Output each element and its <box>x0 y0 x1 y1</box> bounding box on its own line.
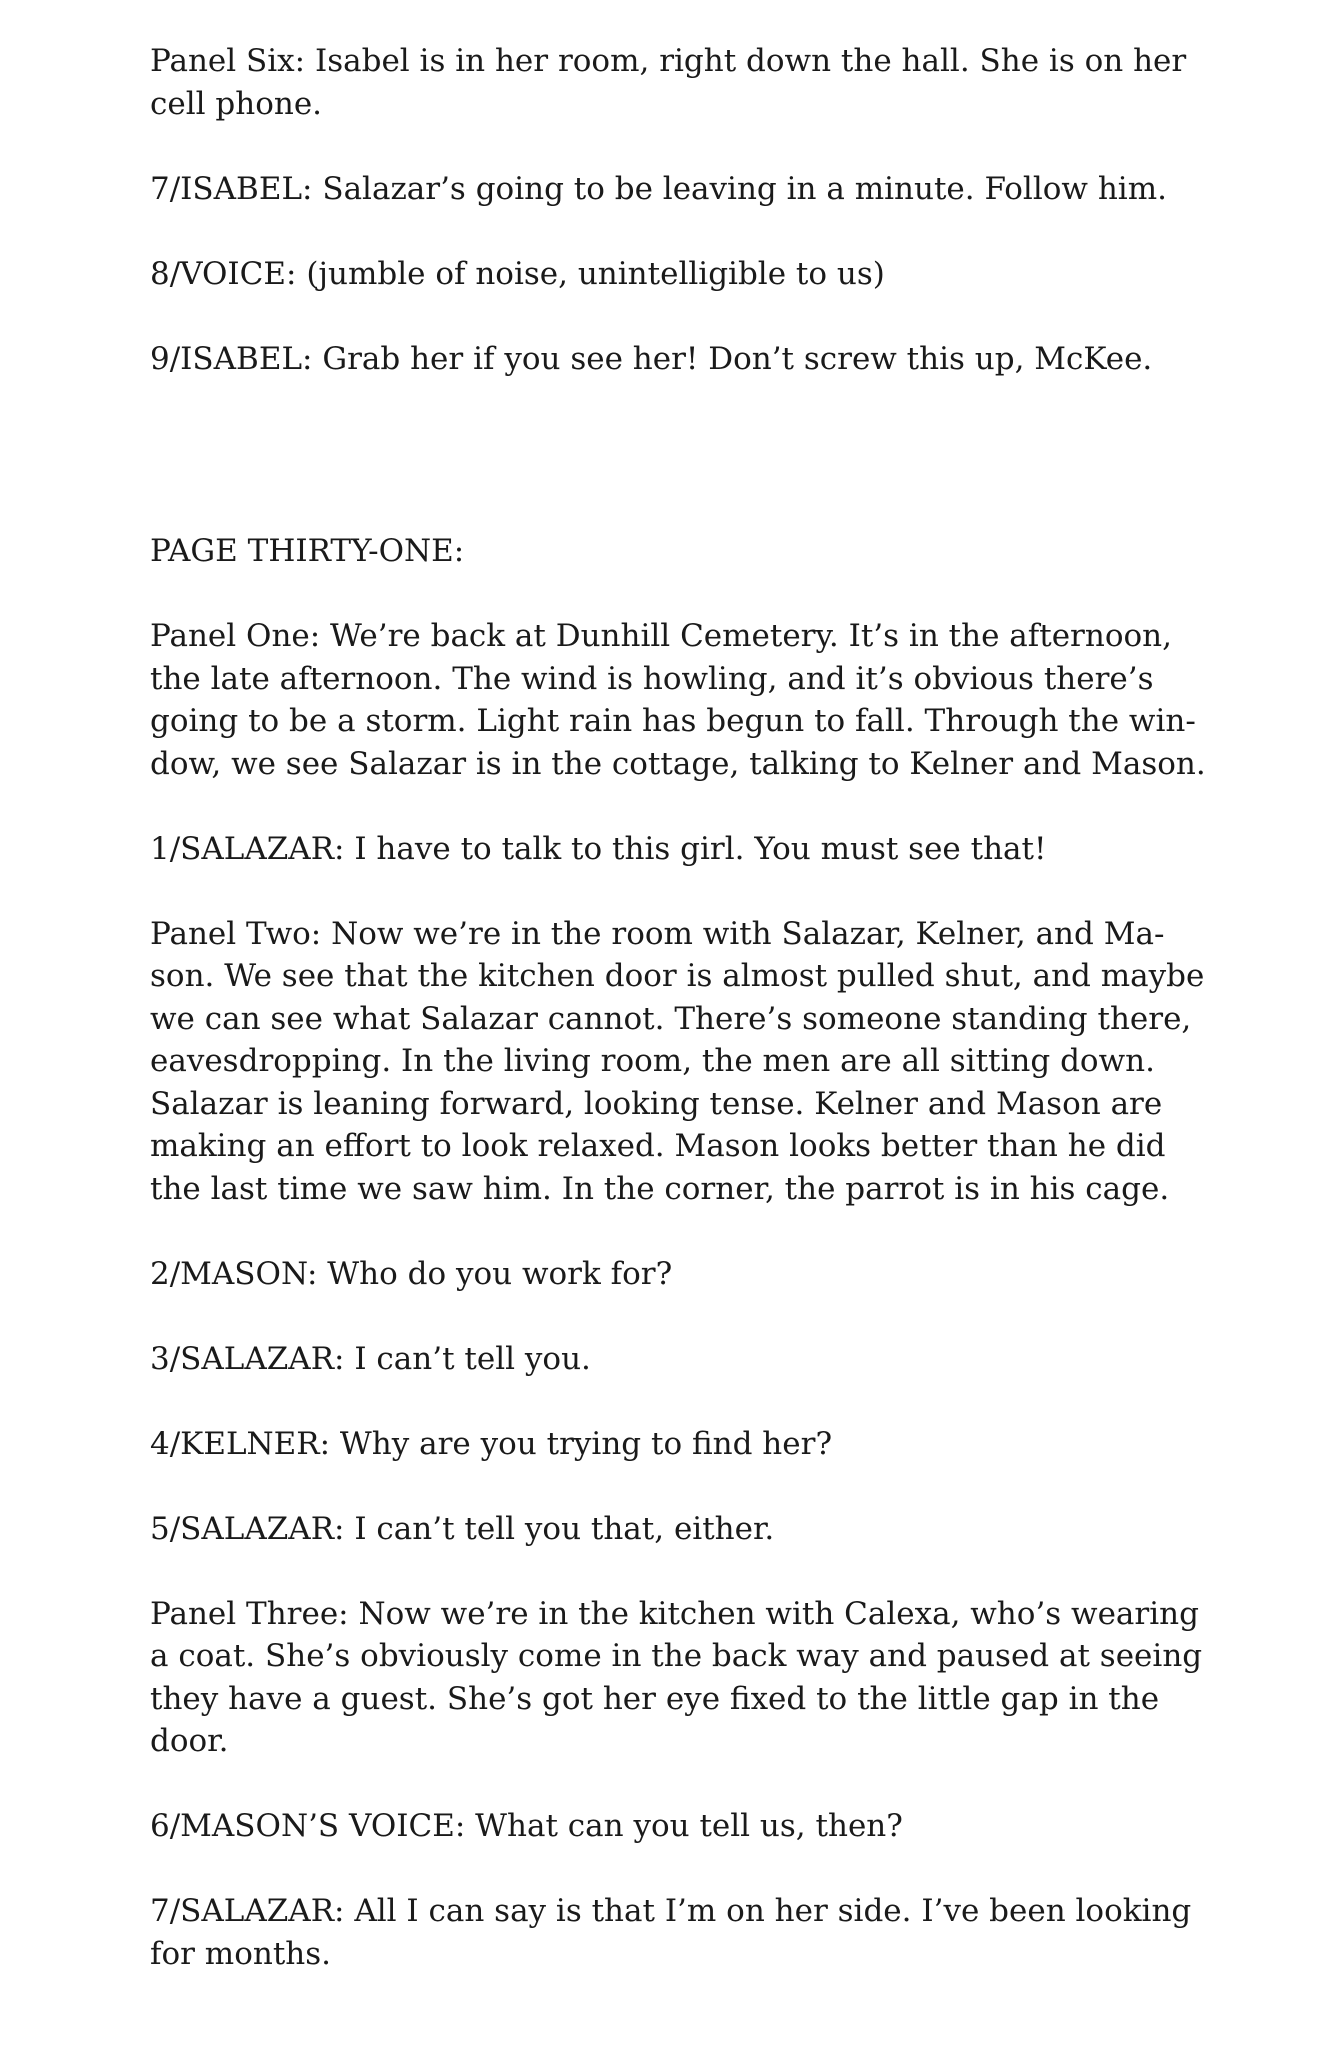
page-heading: PAGE THIRTY-ONE: <box>150 533 465 569</box>
dialogue-line: 5/SALAZAR: I can’t tell you that, either. <box>150 1510 775 1547</box>
panel-two-description: Panel Two: Now we’re in the room with Salazar, Kelner, and Ma- son. We see that the kitchen door is almost pulled shut, and maybe we can see what Salazar cannot. There’s someone standing there, eavesdropping. In the living room, the men are all sitting down. Salazar is leaning forward, looking tense. Kelner and Mason are making an effort to look relaxed. Mason looks better than he did the last time we saw him. In the corner, the parrot is in his cage. <box>150 915 1205 1207</box>
dialogue-line: 1/SALAZAR: I have to talk to this girl. You must see that! <box>150 830 1047 867</box>
dialogue-line: 7/SALAZAR: All I can say is that I’m on her side. I’ve been looking for months. <box>150 1893 1192 1972</box>
panel-six-description: Panel Six: Isabel is in her room, right down the hall. She is on her cell phone. <box>150 43 1187 122</box>
script-page <box>150 40 1280 1975</box>
panel-one-description: Panel One: We’re back at Dunhill Cemetery. It’s in the afternoon, the late afternoon. The wind is howling, and it’s obvious there’s going to be a storm. Light rain has begun to fall. Through the win- dow, we see Salazar is in the cottage, talking to Kelner and Mason. <box>150 618 1206 782</box>
dialogue-line: 9/ISABEL: Grab her if you see her! Don’t screw this up, McKee. <box>150 340 1153 377</box>
panel-three-description: Panel Three: Now we’re in the kitchen with Calexa, who’s wearing a coat. She’s obviously come in the back way and paused at seeing they have a guest. She’s got her eye fixed to the little gap in the door. <box>150 1595 1203 1759</box>
dialogue-line: 7/ISABEL: Salazar’s going to be leaving in a minute. Follow him. <box>150 170 1167 207</box>
dialogue-line: 6/MASON’S VOICE: What can you tell us, then? <box>150 1808 903 1844</box>
dialogue-line: 2/MASON: Who do you work for? <box>150 1255 673 1292</box>
dialogue-line: 3/SALAZAR: I can’t tell you. <box>150 1340 591 1377</box>
dialogue-line: 4/KELNER: Why are you trying to find her? <box>150 1425 833 1462</box>
dialogue-line: 8/VOICE: (jumble of noise, unintelligible to us) <box>150 255 885 292</box>
